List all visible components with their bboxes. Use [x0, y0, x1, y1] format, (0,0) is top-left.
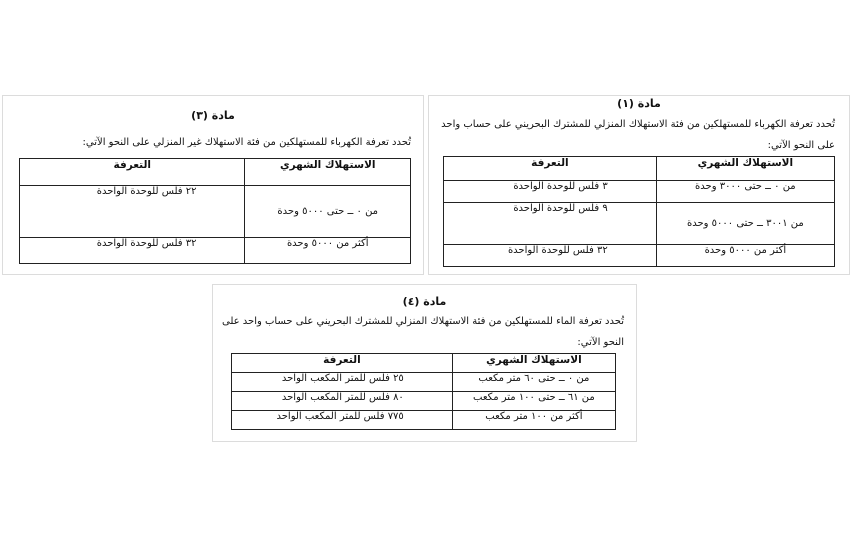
tariff-cell: ٣٢ فلس للوحدة الواحدة: [444, 245, 657, 267]
table-header-row: [232, 354, 616, 373]
article-3-title: مادة (٣): [191, 109, 235, 122]
table-row: [232, 411, 616, 430]
article-4-table: [231, 353, 616, 430]
header-tariff: التعرفة: [20, 159, 245, 186]
table-header-row: [444, 157, 835, 181]
article-1-intro: تُحدد تعرفة الكهرباء للمستهلكين من فئة الاستهلاك المنزلي للمشترك البحريني على حساب واحد على النحو الآتي:: [441, 119, 835, 151]
article-4-intro: تُحدد تعرفة الماء للمستهلكين من فئة الاستهلاك المنزلي للمشترك البحريني على حساب واحد على النحو الآتي:: [222, 316, 624, 348]
tariff-cell: ٣٢ فلس للوحدة الواحدة: [20, 238, 245, 264]
table-row: [232, 373, 616, 392]
tariff-cell: ٩ فلس للوحدة الواحدة: [444, 203, 657, 245]
table-row: [444, 203, 835, 245]
table-row: [232, 392, 616, 411]
tariff-cell: ٧٧٥ فلس للمتر المكعب الواحد: [232, 411, 453, 430]
header-tariff: التعرفة: [232, 354, 453, 373]
article-4-panel: [212, 284, 637, 442]
article-1-title: مادة (١): [617, 97, 661, 110]
consumption-cell: من ٣٠٠١ ــ حتى ٥٠٠٠ وحدة: [656, 203, 834, 245]
consumption-cell: أكثر من ٥٠٠٠ وحدة: [245, 238, 411, 264]
article-1-table: [443, 156, 835, 267]
header-consumption: الاستهلاك الشهري: [656, 157, 834, 181]
article-1-panel: [428, 95, 850, 275]
header-tariff: التعرفة: [444, 157, 657, 181]
tariff-cell: ٢٢ فلس للوحدة الواحدة: [20, 186, 245, 238]
tariff-cell: ٣ فلس للوحدة الواحدة: [444, 181, 657, 203]
tariff-cell: ٨٠ فلس للمتر المكعب الواحد: [232, 392, 453, 411]
consumption-cell: من ٠ ــ حتى ٣٠٠٠ وحدة: [656, 181, 834, 203]
header-consumption: الاستهلاك الشهري: [452, 354, 615, 373]
consumption-cell: من ٠ ــ حتى ٥٠٠٠ وحدة: [245, 186, 411, 238]
tariff-cell: ٢٥ فلس للمتر المكعب الواحد: [232, 373, 453, 392]
article-3-table: [19, 158, 411, 264]
consumption-cell: من ٠ ــ حتى ٦٠ متر مكعب: [452, 373, 615, 392]
article-3-intro: تُحدد تعرفة الكهرباء للمستهلكين من فئة الاستهلاك غير المنزلي على النحو الآتي:: [82, 137, 411, 148]
header-consumption: الاستهلاك الشهري: [245, 159, 411, 186]
article-3-panel: [2, 95, 424, 275]
consumption-cell: أكثر من ٥٠٠٠ وحدة: [656, 245, 834, 267]
consumption-cell: أكثر من ١٠٠ متر مكعب: [452, 411, 615, 430]
consumption-cell: من ٦١ ــ حتى ١٠٠ متر مكعب: [452, 392, 615, 411]
table-row: [444, 181, 835, 203]
table-header-row: [20, 159, 411, 186]
article-4-title: مادة (٤): [402, 295, 447, 308]
table-row: [20, 238, 411, 264]
table-row: [20, 186, 411, 238]
table-row: [444, 245, 835, 267]
